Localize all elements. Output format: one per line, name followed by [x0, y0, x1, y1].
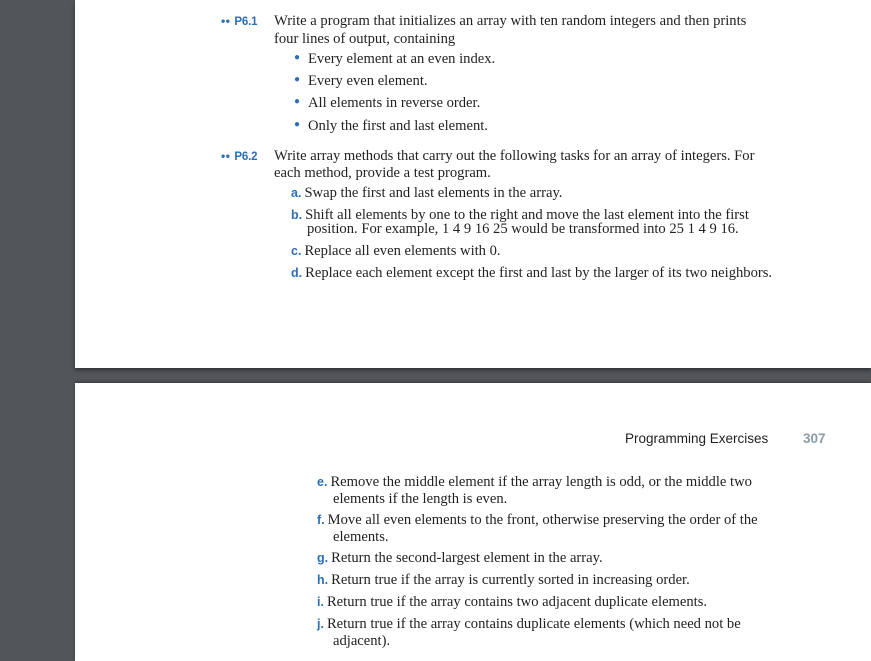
exercise-p6-2-text-line2: each method, provide a test program. [274, 165, 491, 181]
list-item: g. Return the second-largest element in the array. [317, 550, 603, 566]
exercise-p6-2-text-line1: Write array methods that carry out the following tasks for an array of integers. For [274, 148, 755, 164]
bullet-icon: ● [294, 52, 301, 63]
list-item: f. Move all even elements to the front, otherwise preserving the order of the [317, 512, 758, 528]
list-item-continuation: elements. [333, 529, 389, 545]
list-item: a. Swap the first and last elements in the array. [291, 185, 563, 201]
list-item-continuation: position. For example, 1 4 9 16 25 would be transformed into 25 1 4 9 16. [307, 221, 739, 237]
bullet-item: Every even element. [308, 73, 428, 89]
bullet-icon: ● [294, 119, 301, 130]
document-page-upper [75, 0, 871, 368]
list-item-continuation: adjacent). [333, 633, 391, 649]
page-number: 307 [803, 431, 826, 446]
exercise-marker-p6-2: •• P6.2 [221, 149, 258, 163]
bullet-icon: ● [294, 96, 301, 107]
document-page-lower [75, 383, 871, 661]
list-item: e. Remove the middle element if the array length is odd, or the middle two [317, 474, 752, 490]
list-item: j. Return true if the array contains duplicate elements (which need not be [317, 616, 741, 632]
bullet-icon: ● [294, 74, 301, 85]
bullet-item: All elements in reverse order. [308, 95, 481, 111]
running-head: Programming Exercises [625, 431, 769, 446]
list-item-continuation: elements if the length is even. [333, 491, 508, 507]
exercise-p6-1-text-line1: Write a program that initializes an array with ten random integers and then prints [274, 13, 747, 29]
bullet-item: Only the first and last element. [308, 118, 488, 134]
list-item: i. Return true if the array contains two adjacent duplicate elements. [317, 594, 708, 610]
list-item: b. Shift all elements by one to the right and move the last element into the first [291, 207, 749, 223]
exercise-marker-p6-1: •• P6.1 [221, 14, 258, 28]
list-item: c. Replace all even elements with 0. [291, 243, 501, 259]
list-item: d. Replace each element except the first and last by the larger of its two neighbors. [291, 265, 773, 281]
bullet-item: Every element at an even index. [308, 51, 496, 67]
list-item: h. Return true if the array is currently sorted in increasing order. [317, 572, 690, 588]
exercise-p6-1-text-line2: four lines of output, containing [274, 31, 456, 47]
